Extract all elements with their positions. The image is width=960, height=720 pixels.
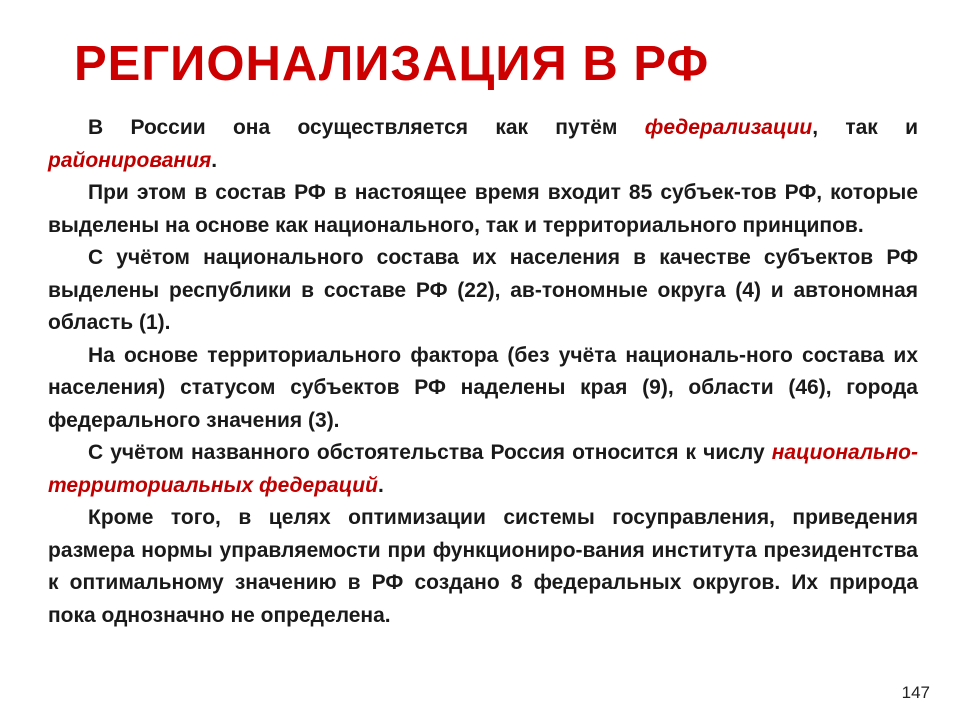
highlight-federalization: федерализации [644, 116, 813, 139]
paragraph-federation-type [48, 437, 918, 502]
paragraph-text: В России она осуществляется как путём [88, 116, 645, 139]
paragraph-text: , так и [812, 116, 918, 139]
paragraph-subjects-count: При этом в состав РФ в настоящее время входит 85 субъек-тов РФ, которые выделены на основе как национального, так и территориального принципов. [48, 181, 918, 237]
paragraph-federal-districts: Кроме того, в целях оптимизации системы госуправления, приведения размера нормы управляемости при функциониро-вания института президентства к оптимальному значению в РФ создано 8 федеральных округов. Их природа пока однозначно не определена. [48, 506, 918, 627]
highlight-zoning: районирования [48, 148, 212, 172]
paragraph-text: С учётом названного обстоятельства Россия относится к числу [88, 441, 772, 464]
highlight-national-territorial: национально-территориальных федераций [48, 441, 918, 497]
slide-title: РЕГИОНАЛИЗАЦИЯ В РФ [74, 37, 710, 91]
paragraph-text: . [211, 148, 218, 172]
paragraph-text: . [377, 473, 384, 497]
paragraph-regionalization-methods [48, 112, 918, 177]
slide-body [48, 112, 918, 632]
paragraph-national-subjects: С учётом национального состава их населения в качестве субъектов РФ выделены республики в составе РФ (22), ав-тономные округа (4) и автономная область (1). [48, 246, 918, 334]
page-number: 147 [901, 683, 930, 702]
paragraph-territorial-subjects: На основе территориального фактора (без учёта националь-ного состава их населения) статусом субъектов РФ наделены края (9), области (46), города федерального значения (3). [48, 343, 918, 432]
